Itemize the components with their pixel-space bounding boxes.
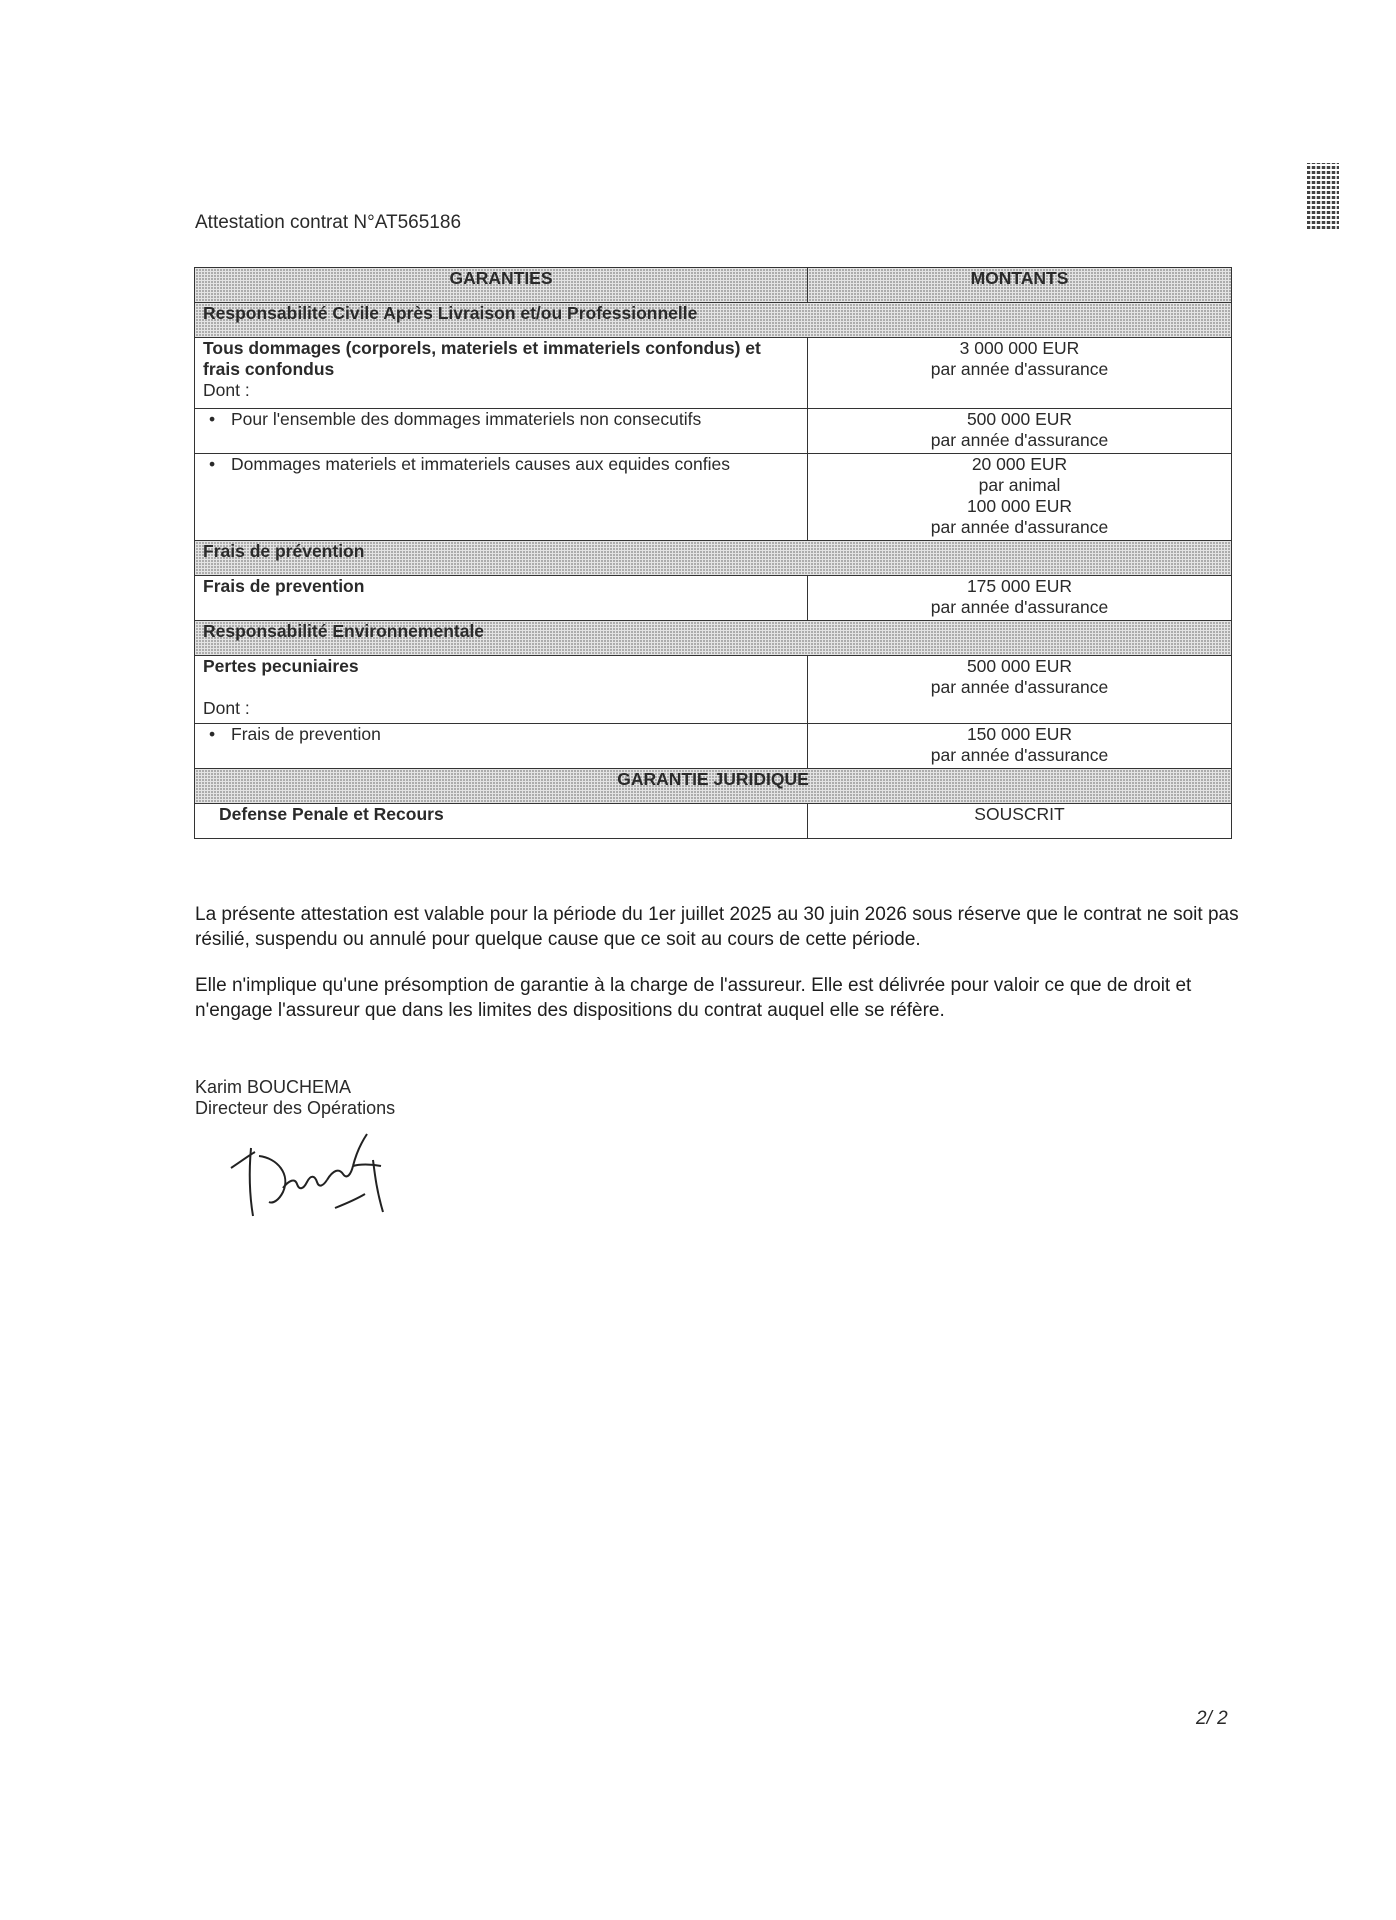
rc-b2-period1: par animal xyxy=(978,475,1061,495)
fp-label: Frais de prevention xyxy=(203,576,365,596)
rc-dont: Dont : xyxy=(203,380,250,400)
section-row-jur xyxy=(195,769,1232,804)
page-number: 2/ 2 xyxy=(1196,1708,1228,1729)
env-b1-amount-cell xyxy=(808,724,1232,769)
rc-b2-amount1: 20 000 EUR xyxy=(971,454,1068,474)
fp-period: par année d'assurance xyxy=(930,597,1109,617)
table-row xyxy=(195,576,1232,621)
validity-paragraph: La présente attestation est valable pour la période du 1er juillet 2025 au 30 juin 2026 sous réserve que le contrat ne soit pas résilié, suspendu ou annulé pour quelque cause que ce soit au cours de cette période. xyxy=(195,904,1239,950)
table-row xyxy=(195,724,1232,769)
rc-main-label: Tous dommages (corporels, materiels et immateriels confondus) et frais confondus xyxy=(203,338,761,379)
env-label: Pertes pecuniaires xyxy=(203,656,359,676)
fp-amount: 175 000 EUR xyxy=(966,576,1073,596)
env-b1-cell xyxy=(195,724,808,769)
table-header-row xyxy=(195,268,1232,303)
rc-b1-label: Pour l'ensemble des dommages immateriels non consecutifs xyxy=(231,409,702,429)
datamatrix-barcode-icon xyxy=(1307,163,1339,229)
rc-main-amount: 3 000 000 EUR xyxy=(959,338,1080,358)
fp-amount-cell xyxy=(808,576,1232,621)
env-amount-cell xyxy=(808,656,1232,724)
rc-b2-period2: par année d'assurance xyxy=(930,517,1109,537)
jur-cell xyxy=(195,804,808,839)
section-row-rc xyxy=(195,303,1232,338)
signatory-role: Directeur des Opérations xyxy=(195,1098,396,1118)
section-row-fp xyxy=(195,541,1232,576)
table-row xyxy=(195,409,1232,454)
rc-b1-cell xyxy=(195,409,808,454)
jur-value-cell xyxy=(808,804,1232,839)
handwritten-signature-icon xyxy=(225,1130,405,1230)
env-amount: 500 000 EUR xyxy=(966,656,1073,676)
section-row-env xyxy=(195,621,1232,656)
signatory-block xyxy=(195,1077,395,1119)
coverage-table xyxy=(194,267,1232,839)
env-period: par année d'assurance xyxy=(930,677,1109,697)
rc-b2-amount-cell xyxy=(808,454,1232,541)
jur-label: Defense Penale et Recours xyxy=(219,804,444,824)
rc-b2-amount2: 100 000 EUR xyxy=(966,496,1073,516)
rc-b2-label: Dommages materiels et immateriels causes aux equides confies xyxy=(231,454,730,474)
rc-b1-amount-cell xyxy=(808,409,1232,454)
env-b1-amount: 150 000 EUR xyxy=(966,724,1073,744)
header-montants: MONTANTS xyxy=(808,268,1232,303)
section-title-env: Responsabilité Environnementale xyxy=(195,621,1232,656)
section-title-rc: Responsabilité Civile Après Livraison et/ou Professionnelle xyxy=(195,303,1232,338)
rc-b1-amount: 500 000 EUR xyxy=(966,409,1073,429)
table-row xyxy=(195,656,1232,724)
rc-b1-period: par année d'assurance xyxy=(930,430,1109,450)
section-title-jur: GARANTIE JURIDIQUE xyxy=(195,769,1232,804)
header-garanties: GARANTIES xyxy=(195,268,808,303)
rc-b2-cell xyxy=(195,454,808,541)
rc-main-amount-cell xyxy=(808,338,1232,409)
bullet-icon: • xyxy=(209,724,216,744)
bullet-icon: • xyxy=(209,409,216,429)
env-dont: Dont : xyxy=(203,698,250,718)
signatory-name: Karim BOUCHEMA xyxy=(195,1077,352,1097)
env-b1-label: Frais de prevention xyxy=(231,724,381,744)
rc-main-period: par année d'assurance xyxy=(930,359,1109,379)
table-row xyxy=(195,338,1232,409)
table-row xyxy=(195,454,1232,541)
section-title-fp: Frais de prévention xyxy=(195,541,1232,576)
contract-title: Attestation contrat N°AT565186 xyxy=(195,212,462,233)
env-b1-period: par année d'assurance xyxy=(930,745,1109,765)
env-cell xyxy=(195,656,808,724)
rc-main-cell xyxy=(195,338,808,409)
presumption-paragraph: Elle n'implique qu'une présomption de garantie à la charge de l'assureur. Elle est délivrée pour valoir ce que de droit et n'engage l'assureur que dans les limites des dispositions du contrat auquel elle se réfère. xyxy=(195,975,1192,1021)
table-row xyxy=(195,804,1232,839)
bullet-icon: • xyxy=(209,454,216,474)
jur-value: SOUSCRIT xyxy=(974,804,1065,824)
fp-cell xyxy=(195,576,808,621)
